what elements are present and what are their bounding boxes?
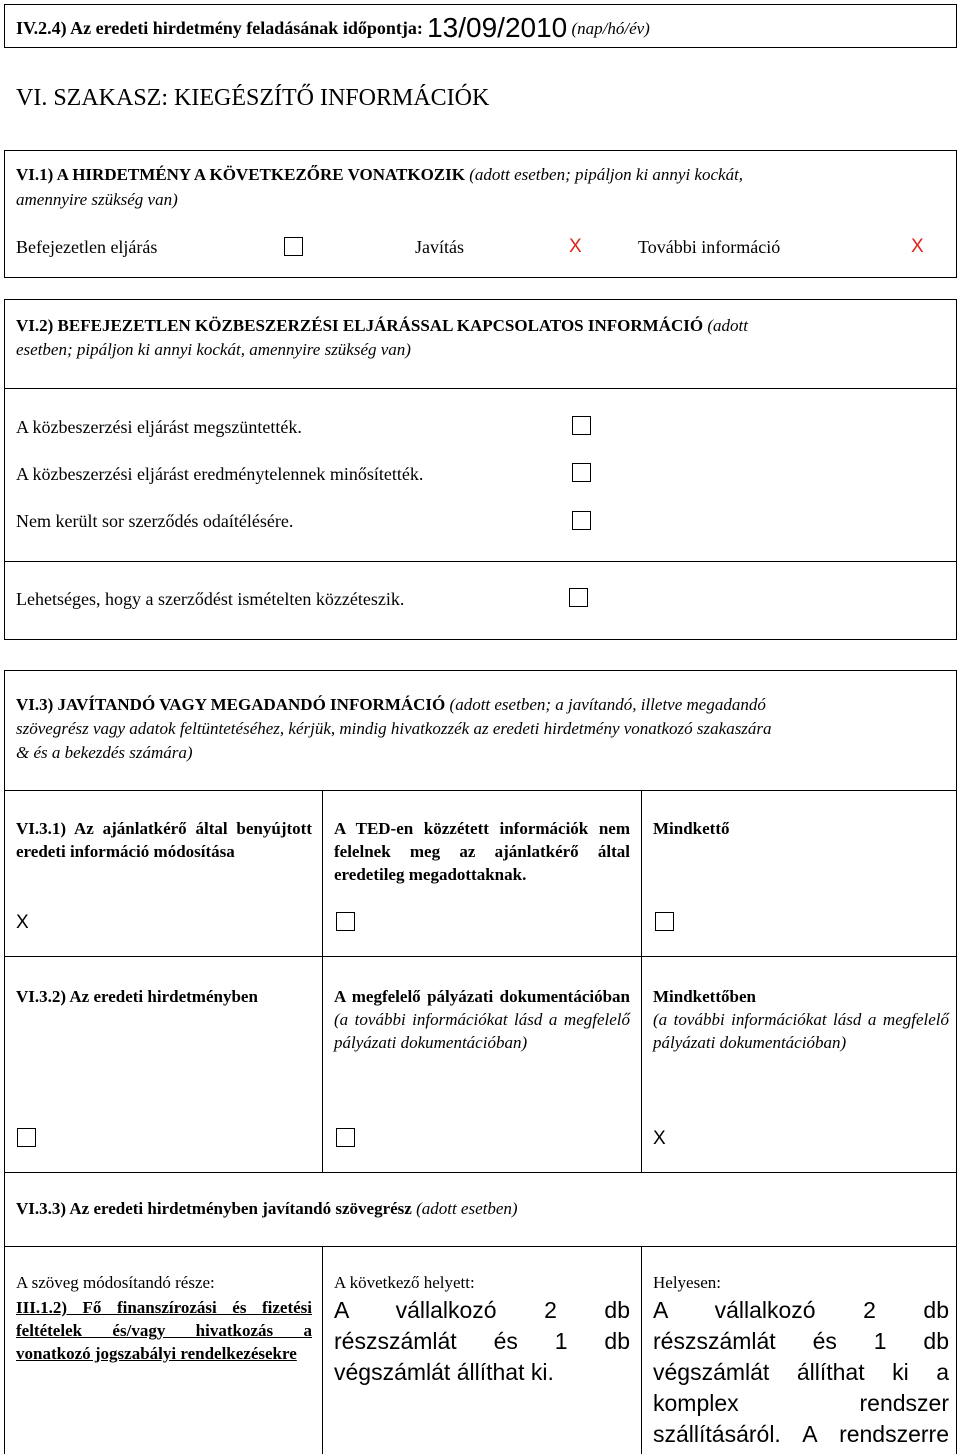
vi2-no-award-checkbox[interactable] (572, 511, 591, 530)
vi1-option-correction: Javítás (415, 237, 464, 257)
vi1-option-additional: További információ (638, 237, 781, 257)
vi3-r2-c3-text (653, 985, 949, 1054)
vi2-republish-checkbox[interactable] (569, 588, 588, 607)
vi3-r2-c3-bold: Mindkettőben (653, 987, 756, 1006)
vi3-r1-c3: Mindkettő (653, 819, 730, 838)
vi2-hint-b: esetben; pipáljon ki annyi kockát, amennyire szükség van) (16, 340, 411, 359)
vi2-terminated-checkbox[interactable] (572, 416, 591, 435)
vi3-r4-c3-label: Helyesen: (653, 1273, 721, 1292)
vi2-title-line (16, 317, 748, 334)
vi3-r1-c1: VI.3.1) Az ajánlatkérő által benyújtott eredeti információ módosítása (16, 819, 312, 861)
vi2-hint-a: (adott (707, 316, 748, 335)
vi3-title-line (16, 696, 766, 713)
vi3-r1-c2-checkbox[interactable] (336, 912, 355, 931)
vi3-r4-c3-text: A vállalkozó 2 db részszámlát és 1 db végszámlát állíthat ki a komplex rendszer szállításáról. A rendszerre (653, 1297, 949, 1447)
vi3-r2-col-divider-2 (641, 956, 642, 1172)
vi1-additional-mark[interactable]: X (911, 236, 924, 257)
iv24-label: IV.2.4) Az eredeti hirdetmény feladásának időpontja: (16, 18, 423, 38)
vi1-hint-2: amennyire szükség van) (16, 190, 178, 209)
vi1-option-unfinished: Befejezetlen eljárás (16, 237, 158, 257)
iv24-date: 13/09/2010 (427, 12, 568, 43)
section-vi-heading: VI. SZAKASZ: KIEGÉSZÍTŐ INFORMÁCIÓK (16, 85, 490, 111)
vi3-r2-c2-checkbox[interactable] (336, 1128, 355, 1147)
vi3-r1-c2: A TED-en közzétett információk nem felelnek meg az ajánlatkérő által eredetileg megadottaknak. (334, 819, 630, 884)
vi3-hint-c: & és a bekezdés számára) (16, 743, 193, 762)
vi3-r2-col-divider-1 (322, 956, 323, 1172)
vi2-unsuccessful-checkbox[interactable] (572, 463, 591, 482)
vi3-r1-c1-mark[interactable]: X (16, 912, 29, 933)
vi1-unfinished-checkbox[interactable] (284, 237, 303, 256)
vi3-hint-a: (adott esetben; a javítandó, illetve megadandó (449, 695, 766, 714)
vi3-r2-c2-text (334, 985, 630, 1054)
vi3-r2-c2-bold: A megfelelő pályázati dokumentációban (334, 987, 630, 1006)
vi3-title: VI.3) JAVÍTANDÓ VAGY MEGADANDÓ INFORMÁCIÓ (16, 695, 446, 714)
vi3-r1-c3-checkbox[interactable] (655, 912, 674, 931)
vi3-divider-r3 (4, 1246, 957, 1247)
vi2-divider-2 (4, 561, 957, 562)
iv24-line (16, 14, 650, 42)
vi3-r4-c2-text: A vállalkozó 2 db részszámlát és 1 db végszámlát állíthat ki. (334, 1297, 630, 1385)
vi3-r4-c1-label: A szöveg módosítandó része: (16, 1273, 215, 1292)
vi3-divider-r2 (4, 1172, 957, 1173)
vi1-hint-1: (adott esetben; pipáljon ki annyi kockát, (469, 165, 744, 184)
vi3-r2-c1-checkbox[interactable] (17, 1128, 36, 1147)
vi3-r2-c3-ital: (a további információkat lásd a megfelelő pályázati dokumentációban) (653, 1010, 949, 1052)
vi3-hint-b: szövegrész vagy adatok feltüntetéséhez, kérjük, mindig hivatkozzék az eredeti hirdetmény vonatkozó szakaszára (16, 719, 772, 738)
vi3-r4-c1-ref: III.1.2) Fő finanszírozási és fizetési feltételek és/vagy hivatkozás a vonatkozó jogszabályi rendelkezésekre (16, 1298, 312, 1363)
vi3-r4-col-divider-1 (322, 1246, 323, 1454)
vi1-title: VI.1) A HIRDETMÉNY A KÖVETKEZŐRE VONATKOZIK (16, 165, 465, 184)
vi3-r4-c2-label: A következő helyett: (334, 1273, 475, 1292)
vi1-correction-mark[interactable]: X (569, 236, 582, 257)
iv24-format: (nap/hó/év) (571, 19, 650, 38)
vi3-r1-col-divider-2 (641, 790, 642, 956)
vi3-r3-line (16, 1200, 518, 1217)
vi3-r2-c1: VI.3.2) Az eredeti hirdetményben (16, 987, 258, 1006)
vi2-republish: Lehetséges, hogy a szerződést ismételten közzéteszik. (16, 589, 405, 609)
vi2-item-terminated: A közbeszerzési eljárást megszüntették. (16, 417, 302, 437)
vi2-divider-1 (4, 388, 957, 389)
vi3-r2-c2-ital: (a további információkat lásd a megfelelő pályázati dokumentációban) (334, 1010, 630, 1052)
vi1-title-line (16, 166, 743, 183)
vi3-divider-top (4, 790, 957, 791)
vi3-r4-col-divider-2 (641, 1246, 642, 1454)
vi2-item-no-award: Nem került sor szerződés odaítélésére. (16, 511, 294, 531)
vi3-r3-title: VI.3.3) Az eredeti hirdetményben javítandó szövegrész (16, 1199, 412, 1218)
vi3-divider-r1 (4, 956, 957, 957)
vi3-r3-hint: (adott esetben) (416, 1199, 518, 1218)
vi3-r2-c3-mark[interactable]: X (653, 1128, 666, 1149)
vi2-title: VI.2) BEFEJEZETLEN KÖZBESZERZÉSI ELJÁRÁSSAL KAPCSOLATOS INFORMÁCIÓ (16, 316, 704, 335)
vi2-item-unsuccessful: A közbeszerzési eljárást eredménytelennek minősítették. (16, 464, 424, 484)
vi3-r1-col-divider-1 (322, 790, 323, 956)
